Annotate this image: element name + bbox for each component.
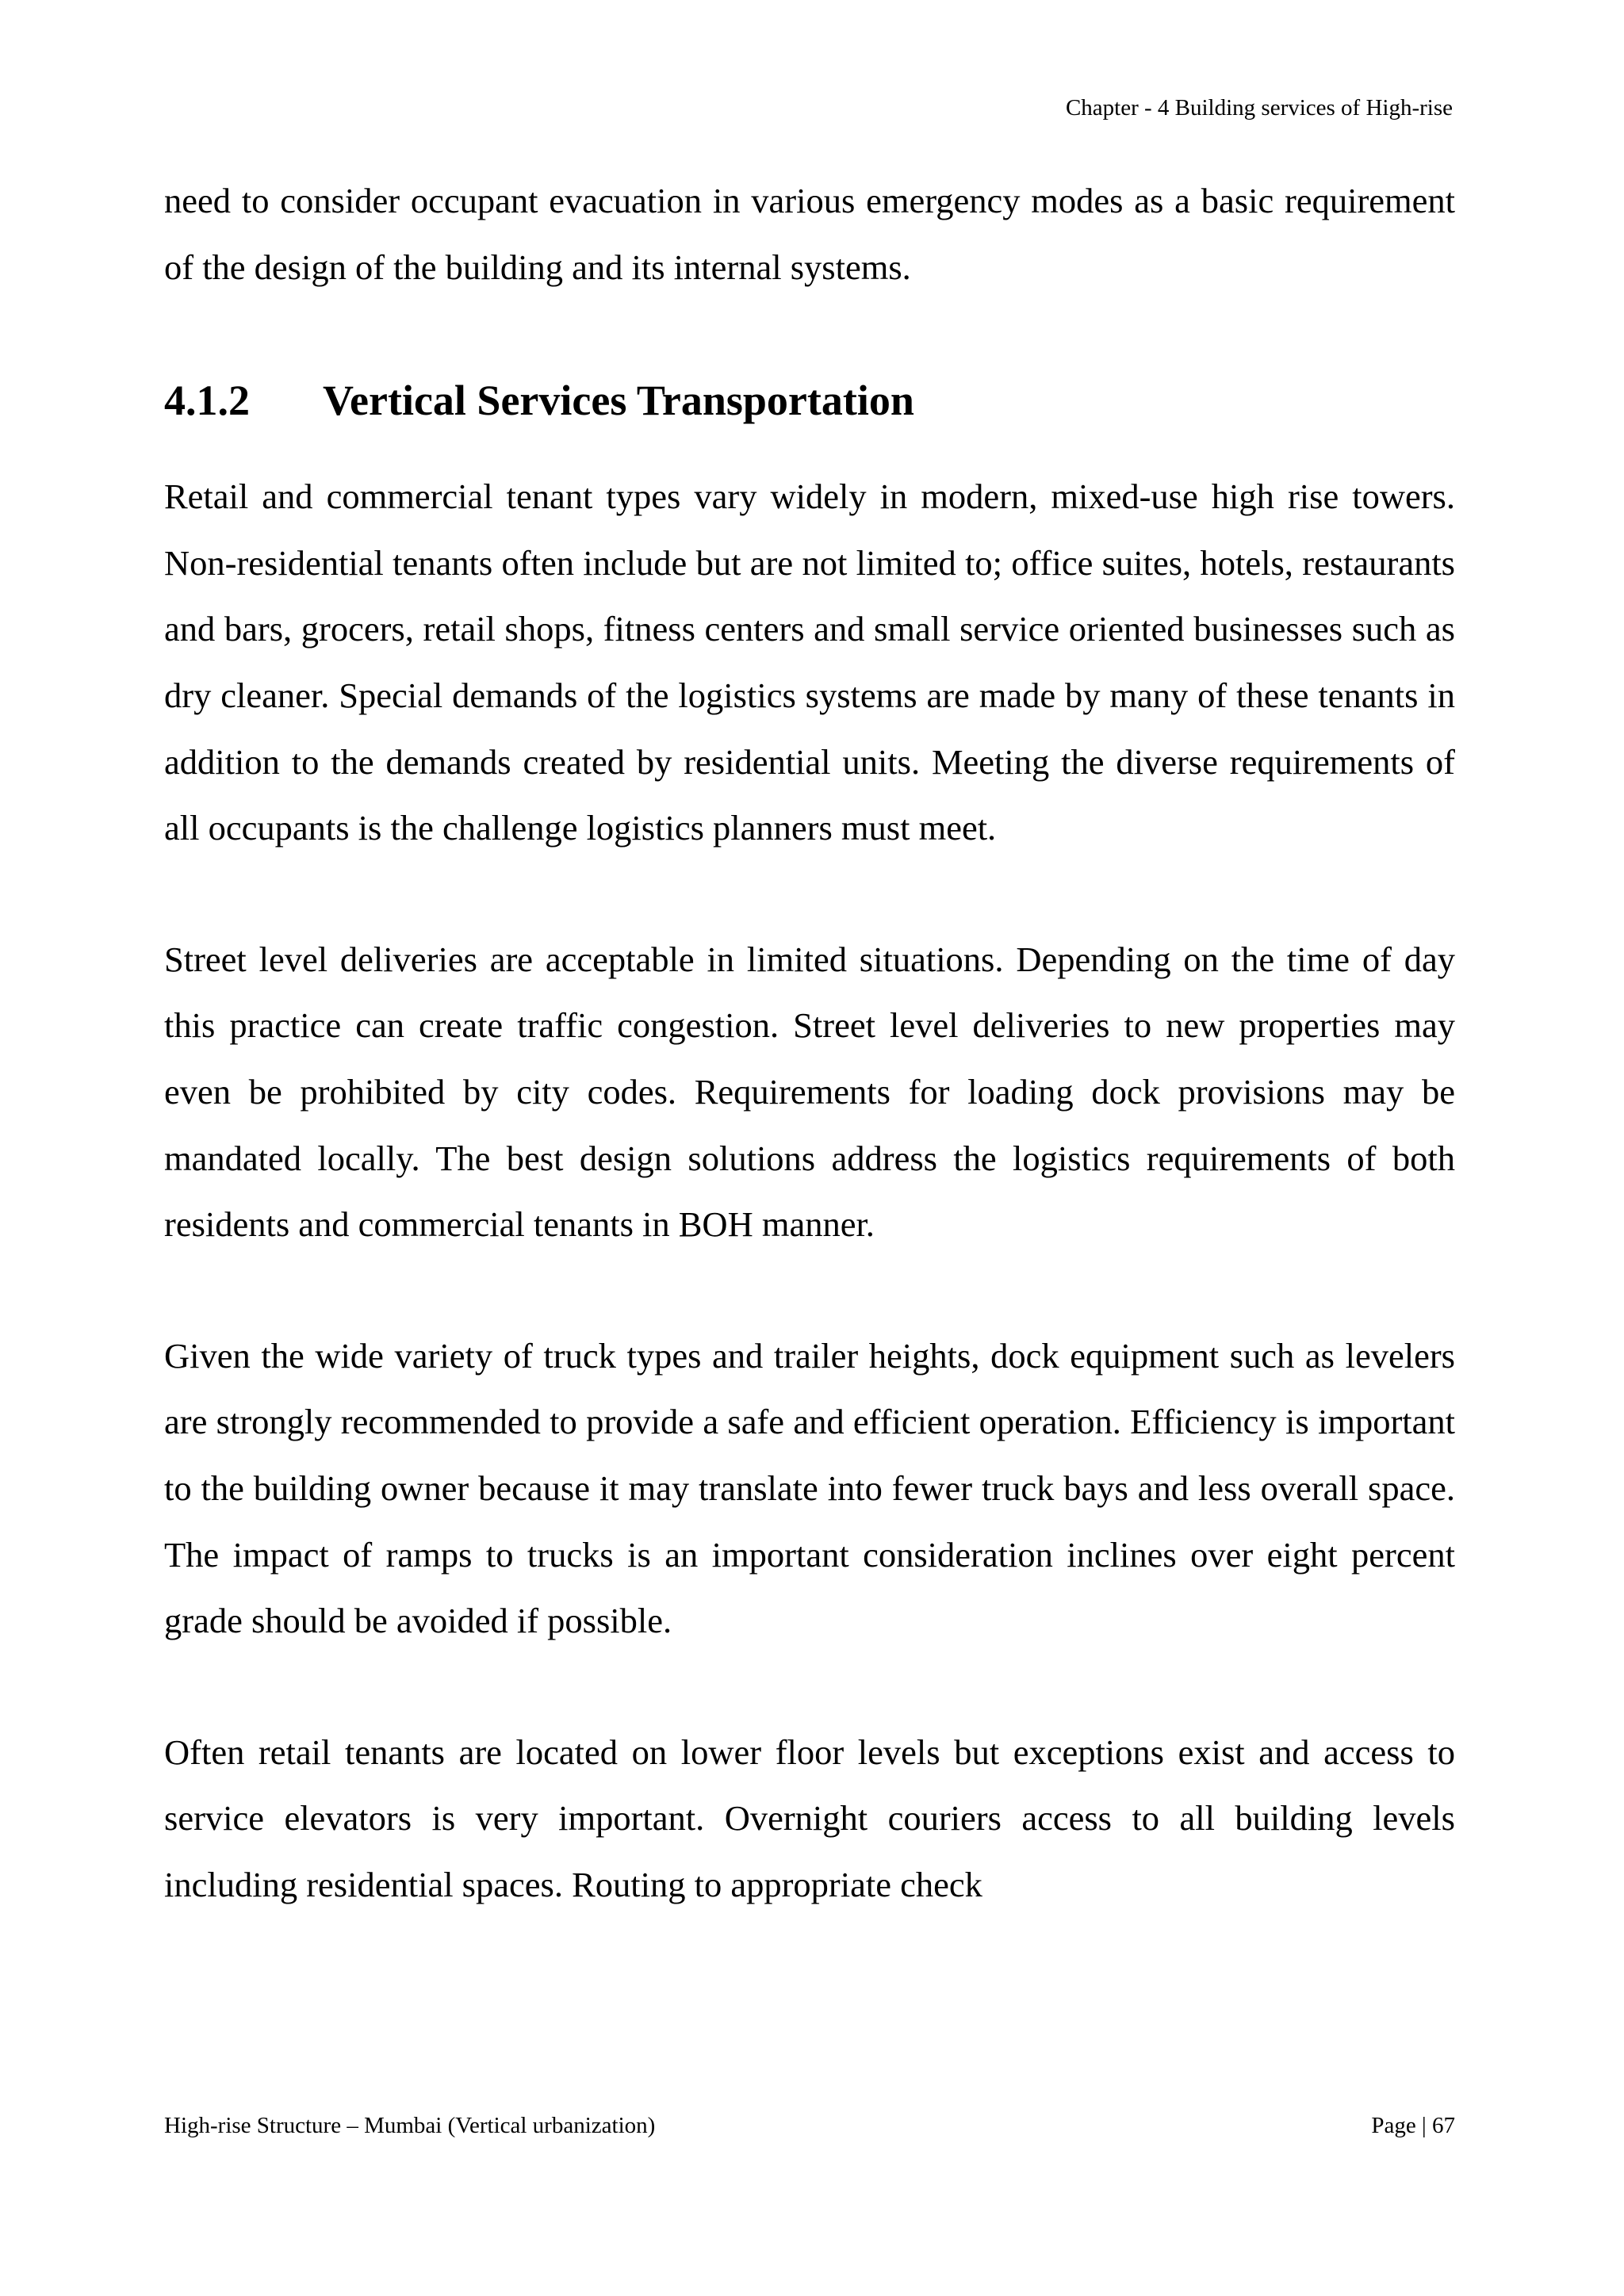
body-paragraph: Often retail tenants are located on lower floor levels but exceptions exist and access to service elevators is very important. Overnight couriers access to all building levels including residential spaces. Routing to appropriate check [164, 1732, 1455, 1904]
body-paragraph: Retail and commercial tenant types vary widely in modern, mixed-use high rise towers. Non-residential tenants often include but are not limited to; office suites, hotels, restaurants and bars, grocers, retail shops, fitness centers and small service oriented businesses such as dry cleaner. Special demands of the logistics systems are made by many of these tenants in addition to the demands created by residential units. Meeting the diverse requirements of all occupants is the challenge logistics planners must meet. [164, 476, 1455, 848]
page-body [164, 168, 1455, 1918]
page-number: Page | 67 [1371, 2113, 1455, 2138]
section-number: 4.1.2 [164, 377, 250, 425]
body-paragraph: Given the wide variety of truck types and trailer heights, dock equipment such as levelers are strongly recommended to provide a safe and efficient operation. Efficiency is important to the building owner because it may translate into fewer truck bays and less overall space. The impact of ramps to trucks is an important consideration inclines over eight percent grade should be avoided if possible. [164, 1335, 1455, 1641]
running-header: Chapter - 4 Building services of High-rise [1065, 95, 1453, 121]
body-paragraph: Street level deliveries are acceptable in limited situations. Depending on the time of day this practice can create traffic congestion. Street level deliveries to new properties may even be prohibited by city codes. Requirements for loading dock provisions may be mandated locally. The best design solutions address the logistics requirements of both residents and commercial tenants in BOH manner. [164, 939, 1455, 1245]
section-title: Vertical Services Transportation [323, 377, 914, 425]
section-heading [164, 369, 1455, 432]
footer-document-title: High-rise Structure – Mumbai (Vertical urbanization) [164, 2113, 656, 2138]
intro-paragraph: need to consider occupant evacuation in various emergency modes as a basic requirement of the design of the building and its internal systems. [164, 181, 1455, 287]
